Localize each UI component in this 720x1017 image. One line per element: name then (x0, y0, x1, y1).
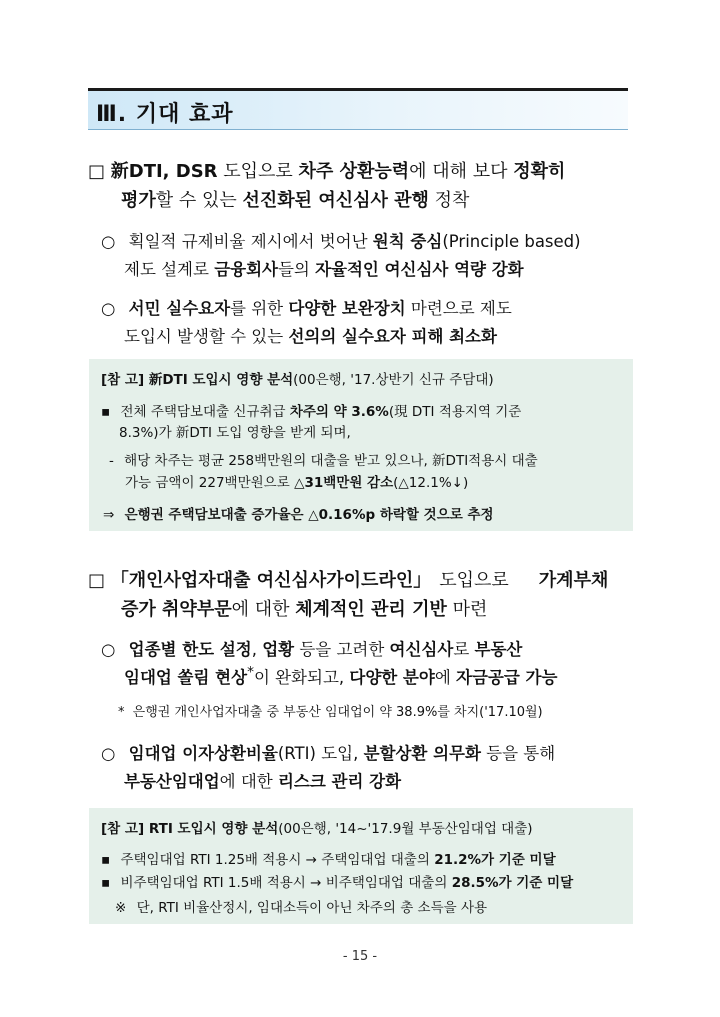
block2-sub1-line2: 임대업 쏠림 현상*이 완화되고, 다양한 분야에 자금공급 가능 (124, 664, 558, 687)
checkbox-square-icon: □ (88, 570, 106, 591)
section-title: Ⅲ. 기대 효과 (96, 102, 234, 127)
circle-bullet-icon: ○ (101, 232, 116, 251)
reference-item: ▪ 전체 주택담보대출 신규취급 차주의 약 3.6%(現 DTI 적용지역 기준 (101, 404, 522, 420)
block1-line2: 평가할 수 있는 선진화된 여신심사 관행 정착 (121, 190, 470, 211)
section-header (88, 88, 628, 130)
reference-note: ※ 단, RTI 비율산정시, 임대소득이 아닌 차주의 총 소득을 사용 (115, 900, 488, 916)
block2-line2: 증가 취약부문에 대한 체계적인 관리 기반 마련 (121, 599, 488, 620)
reference-item: ▪ 비주택임대업 RTI 1.5배 적용시 → 비주택임대업 대출의 28.5%가 기준 미달 (101, 875, 574, 891)
reference-title: [참 고] RTI 도입시 영향 분석(00은행, '14~'17.9월 부동산임대업 대출) (101, 821, 533, 837)
circle-bullet-icon: ○ (101, 744, 116, 763)
block1-sub2-line2: 도입시 발생할 수 있는 선의의 실수요자 피해 최소화 (124, 327, 497, 346)
reference-box-dti (89, 359, 633, 531)
block2-sub1-line1: ○ 업종별 한도 설정, 업황 등을 고려한 여신심사로 부동산 (101, 640, 523, 659)
circle-bullet-icon: ○ (101, 640, 116, 659)
implies-arrow-icon: ⇒ (103, 507, 115, 523)
reference-title: [참 고] 新DTI 도입시 영향 분석(00은행, '17.상반기 신규 주담대) (101, 372, 494, 388)
block1-sub2-line1: ○ 서민 실수요자를 위한 다양한 보완장치 마련으로 제도 (101, 299, 512, 318)
block2-line1: □ 「개인사업자대출 여신심사가이드라인」 도입으로 가계부채 (88, 570, 609, 591)
reference-item: ▪ 주택임대업 RTI 1.25배 적용시 → 주택임대업 대출의 21.2%가 기준 미달 (101, 852, 556, 868)
asterisk-icon: * (118, 705, 125, 720)
reference-item-cont: 가능 금액이 227백만원으로 △31백만원 감소(△12.1%↓) (125, 475, 469, 491)
reference-conclusion: ⇒ 은행권 주택담보대출 증가율은 △0.16%p 하락할 것으로 추정 (103, 507, 494, 523)
block2-sub2-line2: 부동산임대업에 대한 리스크 관리 강화 (124, 772, 402, 791)
block1-line1: □ 新DTI, DSR 도입으로 차주 상환능력에 대해 보다 정확히 (88, 161, 566, 182)
reference-box-rti (89, 808, 633, 924)
page-number: - 15 - (342, 949, 378, 964)
square-bullet-icon: ▪ (101, 875, 111, 891)
checkbox-square-icon: □ (88, 161, 106, 182)
block2-sub2-line1: ○ 임대업 이자상환비율(RTI) 도입, 분할상환 의무화 등을 통해 (101, 744, 556, 763)
footnote: * 은행권 개인사업자대출 중 부동산 임대업이 약 38.9%를 차지('17.10월) (118, 705, 543, 720)
reference-item: - 해당 차주는 평균 258백만원의 대출을 받고 있으나, 新DTI적용시 대출 (109, 453, 538, 469)
reference-mark-icon: ※ (115, 900, 127, 916)
square-bullet-icon: ▪ (101, 852, 111, 868)
reference-item-cont: 8.3%)가 新DTI 도입 영향을 받게 되며, (119, 425, 351, 441)
circle-bullet-icon: ○ (101, 299, 116, 318)
block1-sub1-line1: ○ 획일적 규제비율 제시에서 벗어난 원칙 중심(Principle based) (101, 232, 581, 251)
dash-bullet-icon: - (109, 453, 114, 469)
block1-sub1-line2: 제도 설계로 금융회사들의 자율적인 여신심사 역량 강화 (124, 260, 524, 279)
square-bullet-icon: ▪ (101, 404, 111, 420)
